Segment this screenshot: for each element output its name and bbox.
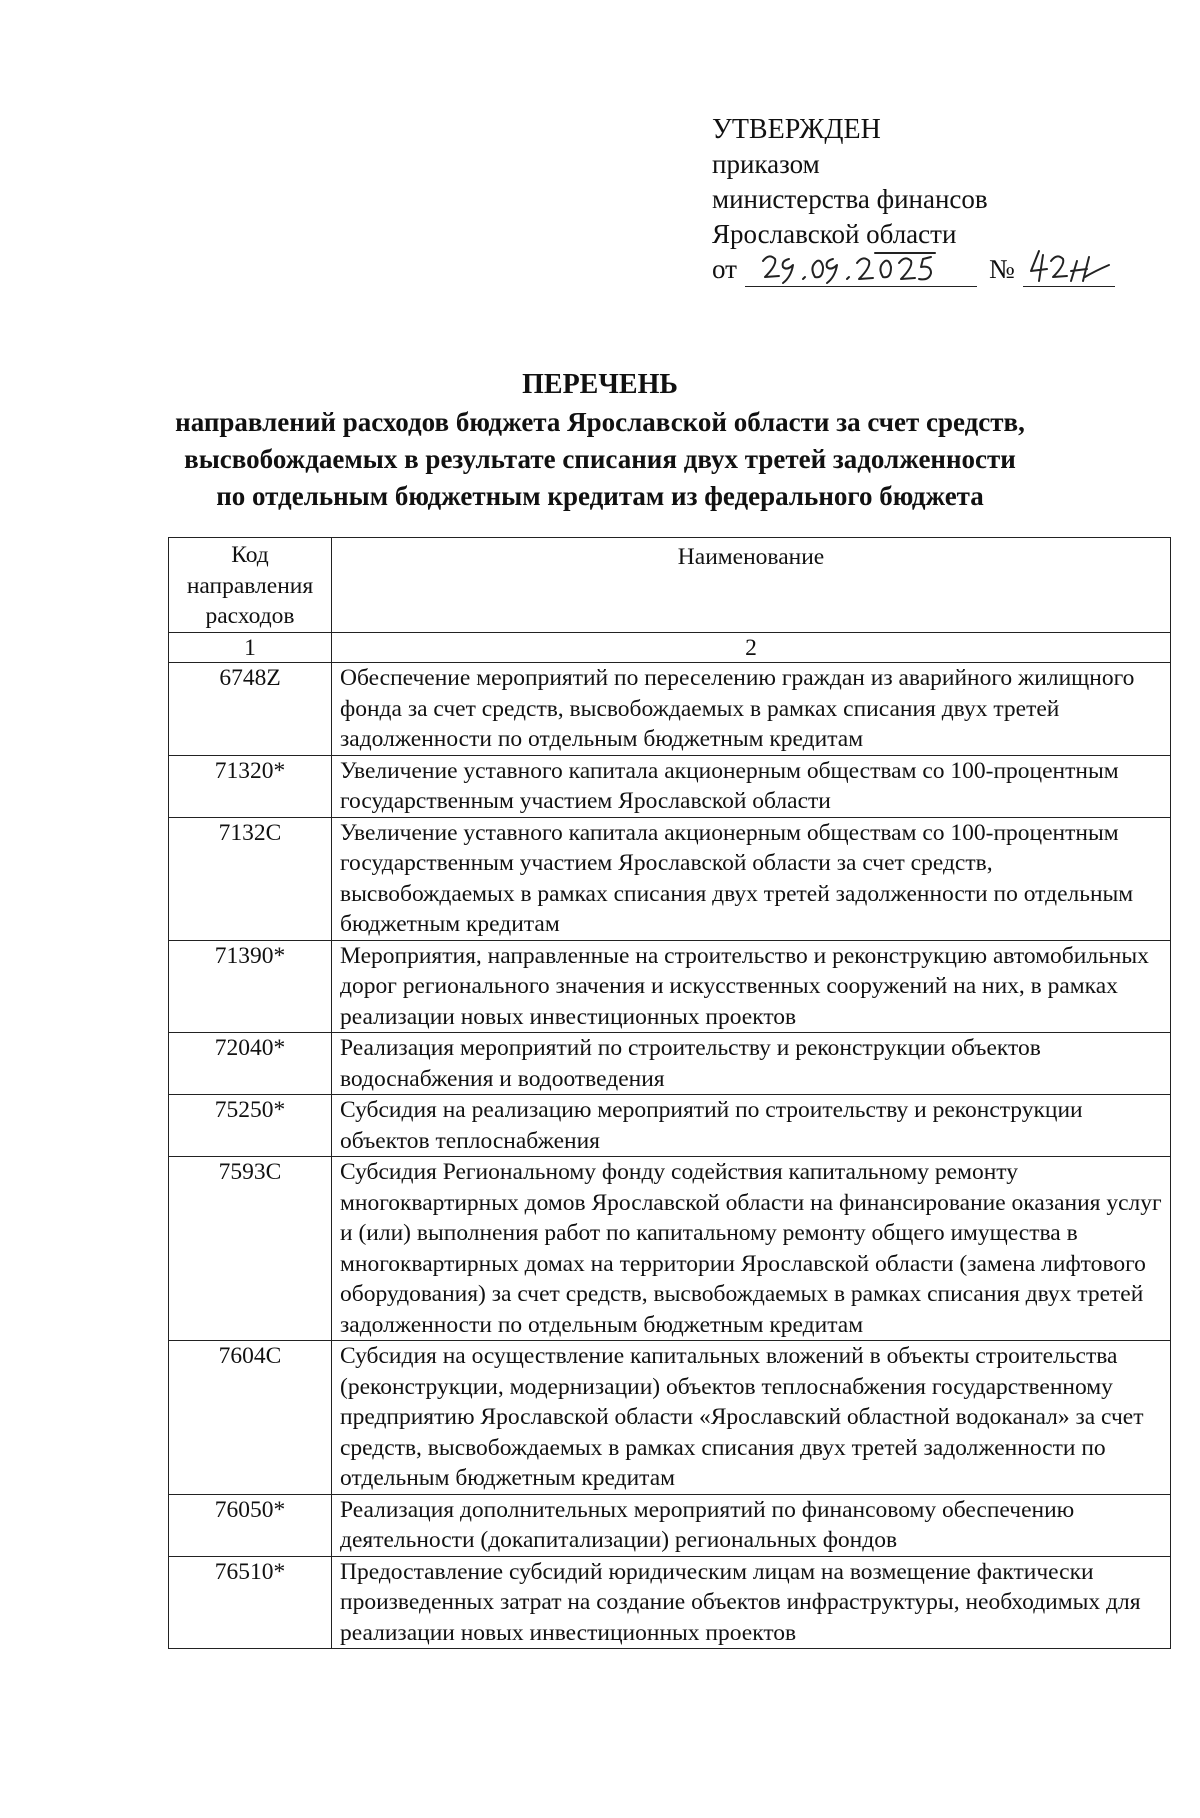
heading-title: ПЕРЕЧЕНЬ bbox=[522, 369, 678, 400]
row-code: 7132С bbox=[169, 817, 332, 940]
heading-line-2: высвобождаемых в результате списания двух третей задолженности bbox=[184, 444, 1016, 474]
expenditure-table bbox=[168, 537, 1171, 1649]
row-name: Обеспечение мероприятий по переселению граждан из аварийного жилищного фонда за счет средств, высвобождаемых в рамках списания двух третей задолженности по отдельным бюджетным кредитам bbox=[332, 663, 1171, 756]
table-row bbox=[169, 1341, 1171, 1495]
approval-title: УТВЕРЖДЕН bbox=[712, 114, 881, 145]
row-name: Субсидия Региональному фонду содействия капитальному ремонту многоквартирных домов Ярославской области на финансирование оказания услуг и (или) выполнения работ по капитальному ремонту общего имущества в многоквартирных домах на территории Ярославской области (замена лифтового оборудования) за счет средств, высвобождаемых в рамках списания двух третей задолженности по отдельным бюджетным кредитам bbox=[332, 1157, 1171, 1341]
document-heading bbox=[100, 366, 1100, 515]
table-row bbox=[169, 1494, 1171, 1556]
row-name: Субсидия на реализацию мероприятий по строительству и реконструкции объектов теплоснабжения bbox=[332, 1095, 1171, 1157]
table-row bbox=[169, 663, 1171, 756]
table-row bbox=[169, 940, 1171, 1033]
approval-stamp bbox=[712, 112, 1132, 287]
handwritten-number-scribble bbox=[1023, 245, 1115, 289]
heading-line-1: направлений расходов бюджета Ярославской области за счет средств, bbox=[175, 407, 1025, 437]
approval-date-line bbox=[712, 252, 1132, 287]
table-row bbox=[169, 1095, 1171, 1157]
handwritten-date-scribble bbox=[745, 245, 977, 289]
row-name: Увеличение уставного капитала акционерным обществам со 100-процентным государственным участием Ярославской области за счет средств, высвобождаемых в рамках списания двух третей задолженности по отдельным бюджетным кредитам bbox=[332, 817, 1171, 940]
table-row bbox=[169, 1033, 1171, 1095]
table-row bbox=[169, 817, 1171, 940]
handwritten-date bbox=[745, 254, 977, 287]
row-code: 71320* bbox=[169, 755, 332, 817]
header-code: Код направления расходов bbox=[169, 538, 332, 633]
header-name: Наименование bbox=[332, 538, 1171, 633]
number-label: № bbox=[988, 254, 1015, 284]
approval-line-1: приказом bbox=[712, 149, 820, 179]
handwritten-number bbox=[1023, 254, 1115, 287]
row-code: 7604С bbox=[169, 1341, 332, 1495]
row-code: 76050* bbox=[169, 1494, 332, 1556]
row-name: Реализация мероприятий по строительству и реконструкции объектов водоснабжения и водоотведения bbox=[332, 1033, 1171, 1095]
table-header-row bbox=[169, 538, 1171, 633]
row-code: 7593С bbox=[169, 1157, 332, 1341]
row-code: 75250* bbox=[169, 1095, 332, 1157]
row-name: Субсидия на осуществление капитальных вложений в объекты строительства (реконструкции, модернизации) объектов теплоснабжения государственному предприятию Ярославской области «Ярославский областной водоканал» за счет средств, высвобождаемых в рамках списания двух третей задолженности по отдельным бюджетным кредитам bbox=[332, 1341, 1171, 1495]
table-row bbox=[169, 1157, 1171, 1341]
column-number-2: 2 bbox=[332, 633, 1171, 663]
table-row bbox=[169, 1556, 1171, 1649]
row-name: Увеличение уставного капитала акционерным обществам со 100-процентным государственным участием Ярославской области bbox=[332, 755, 1171, 817]
row-code: 71390* bbox=[169, 940, 332, 1033]
row-name: Предоставление субсидий юридическим лицам на возмещение фактически произведенных затрат на создание объектов инфраструктуры, необходимых для реализации новых инвестиционных проектов bbox=[332, 1556, 1171, 1649]
approval-line-2: министерства финансов bbox=[712, 184, 988, 214]
heading-line-3: по отдельным бюджетным кредитам из федерального бюджета bbox=[216, 481, 984, 511]
column-number-1: 1 bbox=[169, 633, 332, 663]
table-row bbox=[169, 755, 1171, 817]
row-code: 6748Z bbox=[169, 663, 332, 756]
row-name: Реализация дополнительных мероприятий по финансовому обеспечению деятельности (докапитализации) региональных фондов bbox=[332, 1494, 1171, 1556]
from-label: от bbox=[712, 254, 737, 284]
row-code: 72040* bbox=[169, 1033, 332, 1095]
approval-line-3: Ярославской области bbox=[712, 219, 957, 249]
column-number-row bbox=[169, 633, 1171, 663]
row-name: Мероприятия, направленные на строительство и реконструкцию автомобильных дорог регионального значения и искусственных сооружений на них, в рамках реализации новых инвестиционных проектов bbox=[332, 940, 1171, 1033]
row-code: 76510* bbox=[169, 1556, 332, 1649]
